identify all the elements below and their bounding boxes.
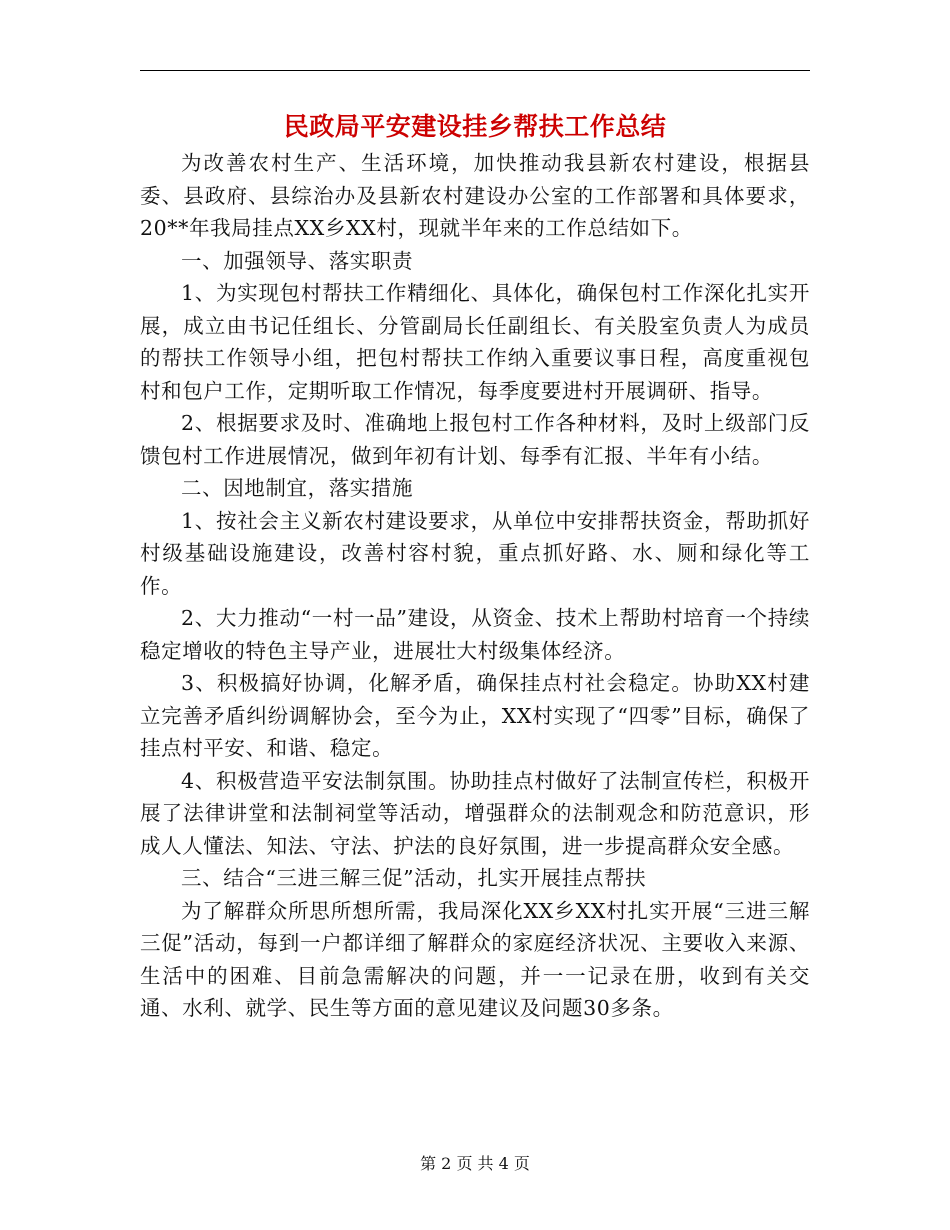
paragraph-2-2: 2、大力推动“一村一品”建设，从资金、技术上帮助村培育一个持续稳定增收的特色主导产业，进展壮大村级集体经济。 (140, 606, 810, 663)
section-heading-3: 三、结合“三进三解三促”活动，扎实开展挂点帮扶 (181, 866, 647, 890)
paragraph-1-2: 2、根据要求及时、准确地上报包村工作各种材料，及时上级部门反馈包村工作进展情况，做到年初有计划、每季有汇报、半年有小结。 (140, 411, 810, 468)
document-body (140, 147, 810, 1025)
intro-paragraph: 为改善农村生产、生活环境，加快推动我县新农村建设，根据县委、县政府、县综治办及县新农村建设办公室的工作部署和具体要求，20**年我局挂点XX乡XX村，现就半年来的工作总结如下。 (140, 151, 810, 240)
paragraph-1-1: 1、为实现包村帮扶工作精细化、具体化，确保包村工作深化扎实开展，成立由书记任组长、分管副局长任副组长、有关股室负责人为成员的帮扶工作领导小组，把包村帮扶工作纳入重要议事日程，高度重视包村和包户工作，定期听取工作情况，每季度要进村开展调研、指导。 (140, 281, 810, 403)
section-heading-1: 一、加强领导、落实职责 (181, 248, 414, 273)
paragraph-2-1: 1、按社会主义新农村建设要求，从单位中安排帮扶资金，帮助抓好村级基础设施建设，改善村容村貌，重点抓好路、水、厕和绿化等工作。 (140, 508, 810, 598)
paragraph-3-1: 为了解群众所思所想所需，我局深化XX乡XX村扎实开展“三进三解三促”活动，每到一户都详细了解群众的家庭经济状况、主要收入来源、生活中的困难、目前急需解决的问题，并一一记录在册，收到有关交通、水利、就学、民生等方面的意见建议及问题30多条。 (140, 898, 810, 1020)
paragraph-2-3: 3、积极搞好协调，化解矛盾，确保挂点村社会稳定。协助XX村建立完善矛盾纠纷调解协会，至今为止，XX村实现了“四零”目标，确保了挂点村平安、和谐、稳定。 (140, 671, 810, 760)
page-number-footer: 第 2 页 共 4 页 (420, 1154, 530, 1173)
paragraph-2-4: 4、积极营造平安法制氛围。协助挂点村做好了法制宣传栏，积极开展了法律讲堂和法制祠堂等活动，增强群众的法制观念和防范意识，形成人人懂法、知法、守法、护法的良好氛围，进一步提高群众安全感。 (140, 768, 810, 858)
section-heading-2: 二、因地制宜，落实措施 (181, 476, 414, 500)
header-rule (140, 70, 810, 71)
document-title: 民政局平安建设挂乡帮扶工作总结 (283, 112, 667, 141)
